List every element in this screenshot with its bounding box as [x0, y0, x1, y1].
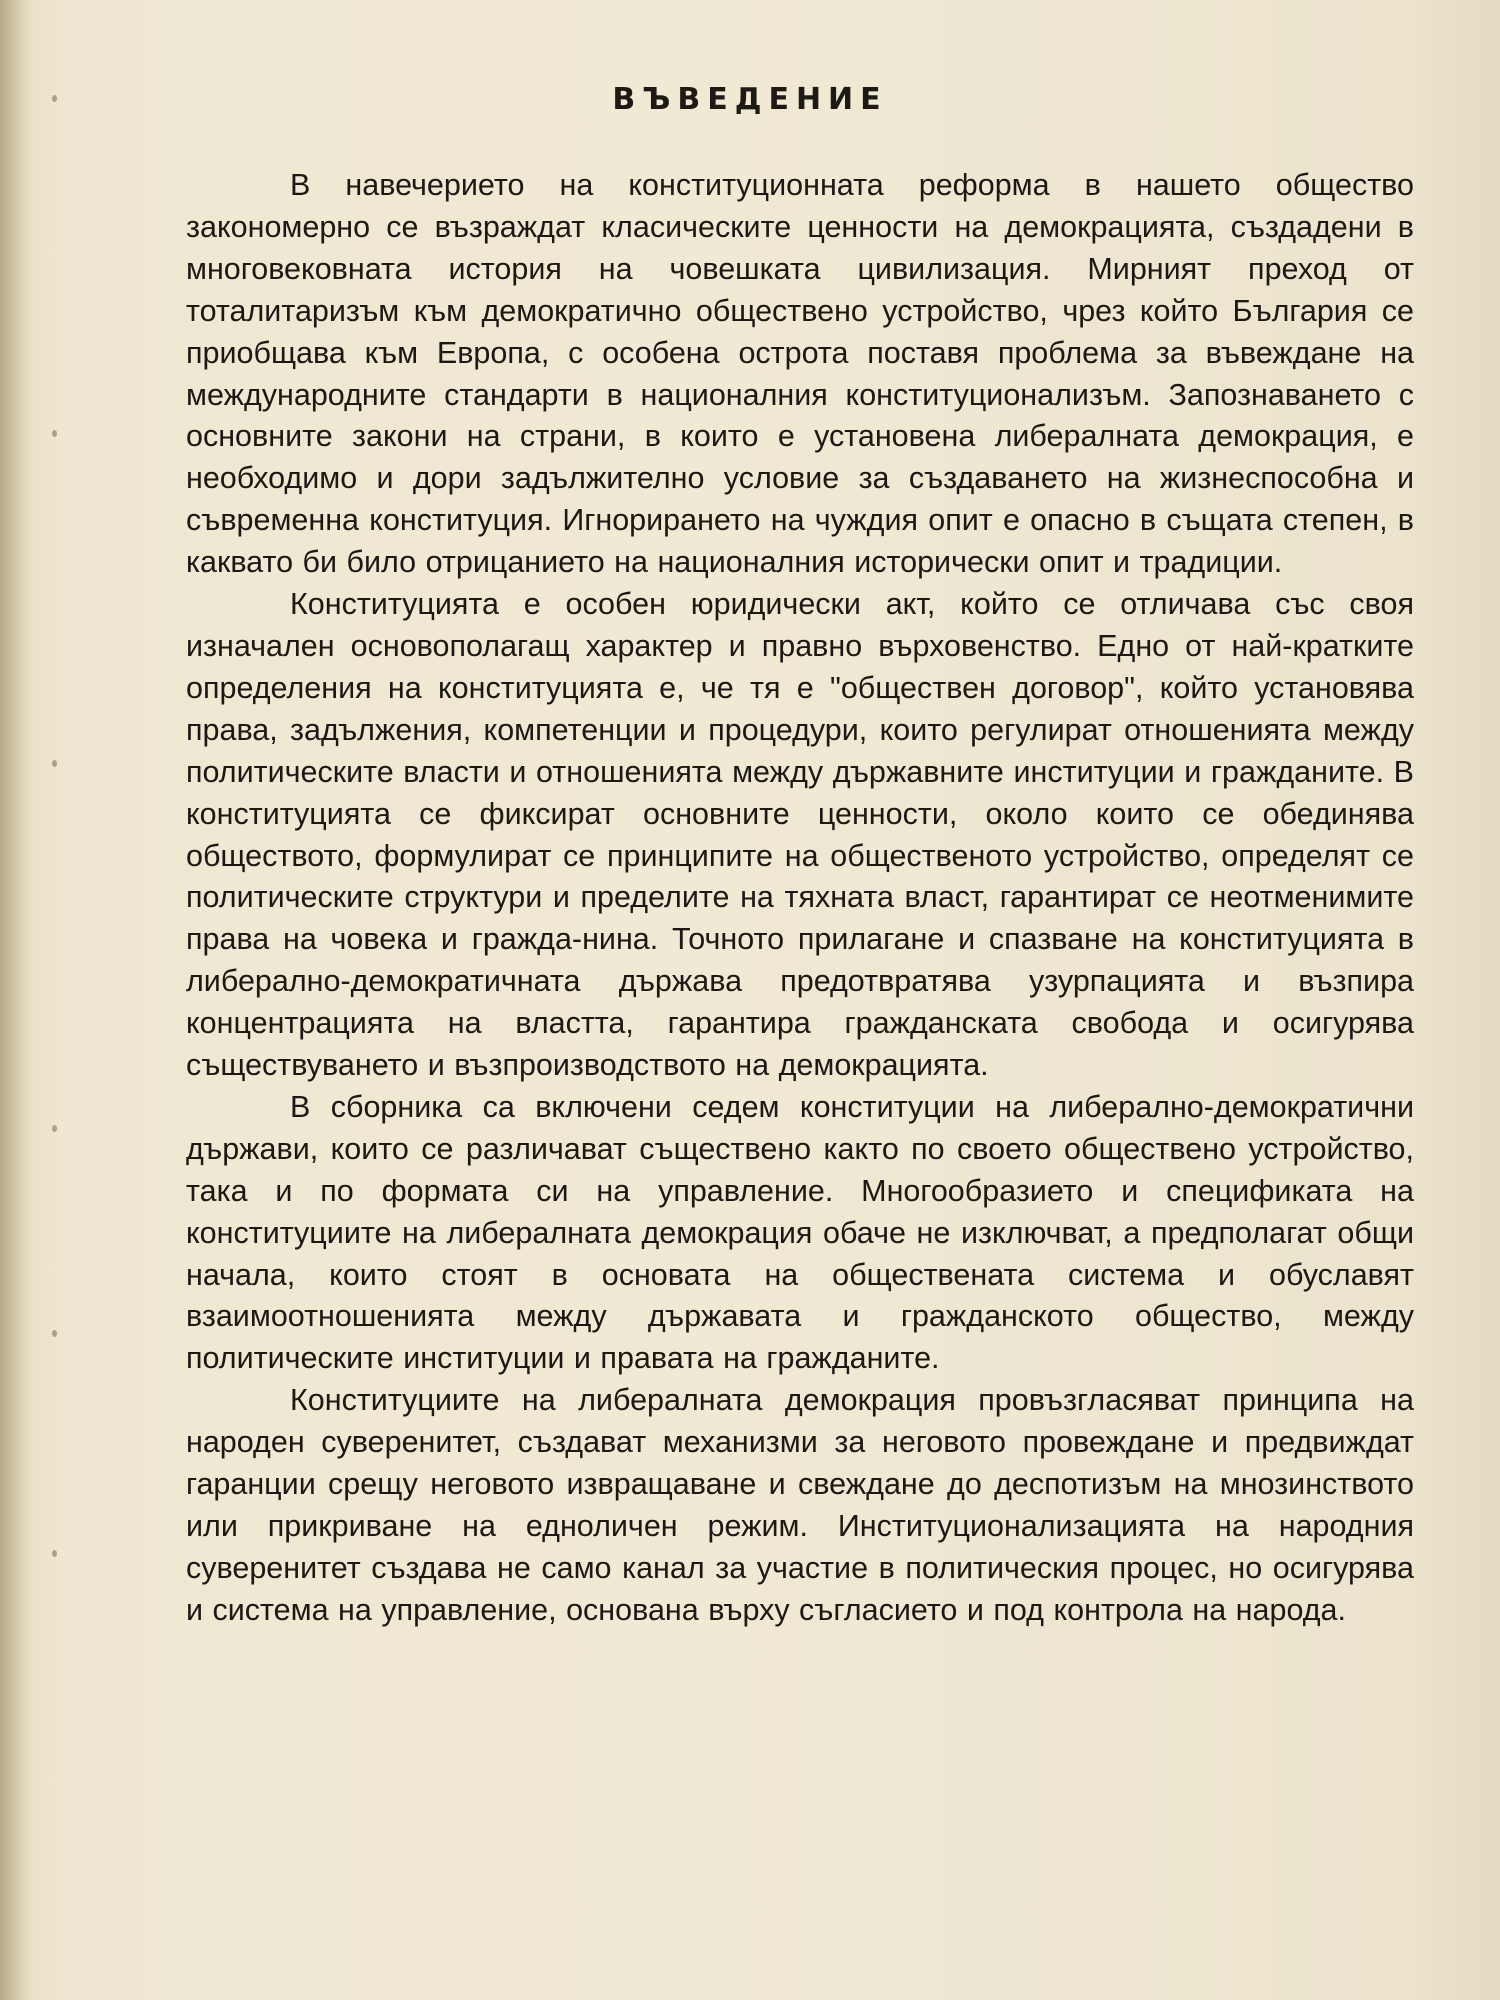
body-text [186, 165, 1414, 1632]
binding-hole [52, 760, 57, 767]
binding-hole [52, 1125, 57, 1132]
binding-holes [52, 0, 62, 2000]
paragraph: В навечерието на конституционната реформа в нашето общество закономерно се възраждат класическите ценности на демокрацията, създадени в многовековната история на човешката цивилизация. Мирният преход от тоталитаризъм към демократично обществено устройство, чрез който България се приобщава към Европа, с особена острота поставя проблема за въвеждане на международните стандарти в националния конституционализъм. Запознаването с основните закони на страни, в които е установена либералната демокрация, е необходимо и дори задължително условие за създаването на жизнеспособна и съвременна конституция. Игнорирането на чуждия опит е опасно в същата степен, в каквато би било отрицанието на националния исторически опит и традиции. [186, 168, 1414, 580]
page-title: ВЪВЕДЕНИЕ [612, 82, 888, 117]
page-gutter-shadow [0, 0, 30, 2000]
binding-hole [52, 430, 57, 437]
paragraph: В сборника са включени седем конституции на либерално-демократични държави, които се различават съществено както по своето обществено устройство, така и по формата си на управление. Многообразието и спецификата на конституциите на либералната демокрация обаче не изключват, а предполагат общи начала, които стоят в основата на обществената система и обуславят взаимоотношенията между държавата и гражданското общество, между политическите институции и правата на гражданите. [186, 1089, 1414, 1376]
binding-hole [52, 1550, 57, 1557]
paragraph: Конституциите на либералната демокрация провъзгласяват принципа на народен суверенитет, създават механизми за неговото провеждане и предвиждат гаранции срещу неговото извращаване и свеждане до деспотизъм на мнозинството или прикриване на едноличен режим. Институционализацията на народния суверенитет създава не само канал за участие в политическия процес, но осигурява и система на управление, основана върху съгласието и под контрола на народа. [186, 1383, 1414, 1627]
paragraph: Конституцията е особен юридически акт, който се отличава със своя изначален основополагащ характер и правно върховенство. Едно от най-кратките определения на конституцията е, че тя е "обществен договор", който установява права, задължения, компетенции и процедури, които регулират отношенията между политическите власти и отношенията между държавните институции и гражданите. В конституцията се фиксират основните ценности, около които се обединява обществото, формулират се принципите на общественото устройство, определят се политическите структури и пределите на тяхната власт, гарантират се неотменимите права на човека и гражда-нина. Точното прилагане и спазване на конституцията в либерално-демократичната държава предотвратява узурпацията и възпира концентрацията на властта, гарантира гражданската свобода и осигурява съществуването и възпроизводството на демокрацията. [186, 587, 1414, 1083]
binding-hole [52, 1330, 57, 1337]
